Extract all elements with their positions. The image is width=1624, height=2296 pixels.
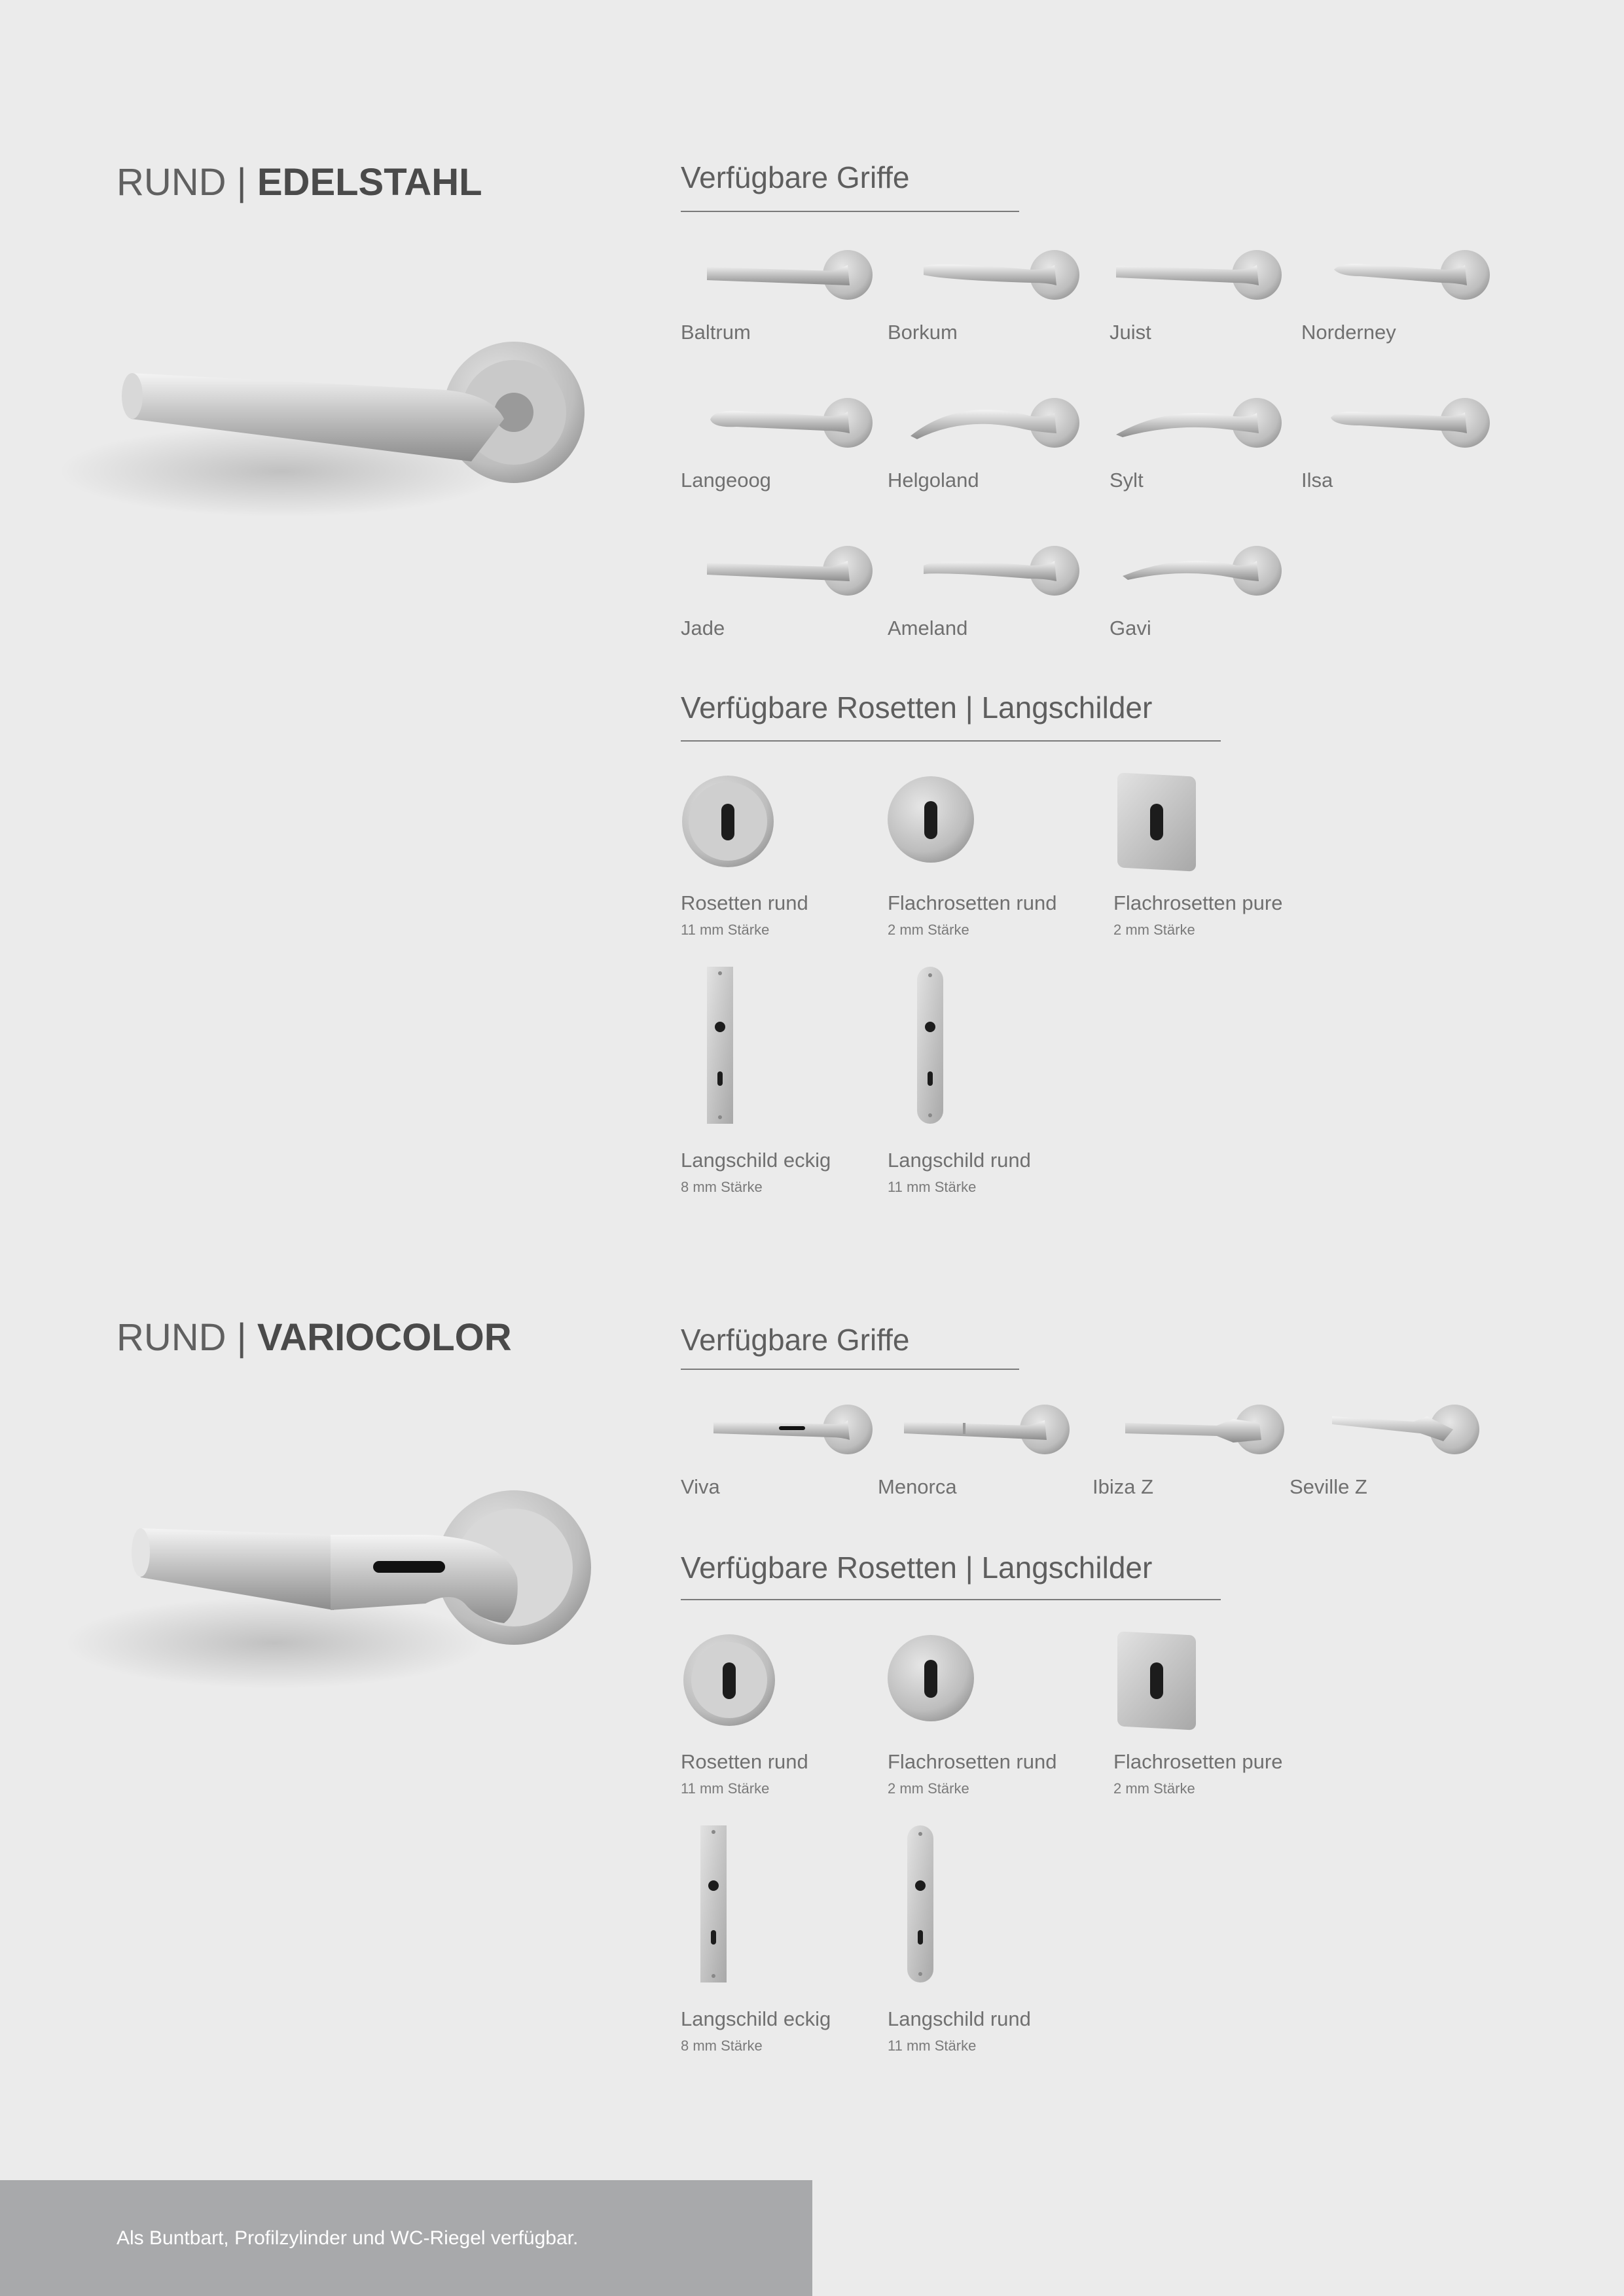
griff-label: Juist <box>1110 321 1151 344</box>
langschild-spec: 11 mm Stärke <box>888 1179 977 1195</box>
rosette-spec: 2 mm Stärke <box>1113 1780 1195 1797</box>
rosette-label: Flachrosetten pure <box>1113 891 1283 914</box>
title-separator: | <box>236 161 247 204</box>
section-title-variocolor <box>117 1316 512 1359</box>
handle-icon <box>907 538 1084 610</box>
handle-icon <box>1119 1397 1295 1469</box>
handle-icon <box>707 390 884 462</box>
flat-rosette-pure-icon <box>1113 1631 1212 1729</box>
rosetten-rule <box>681 740 1221 742</box>
flat-rosette-pure-icon <box>1113 772 1212 870</box>
rosette-round-icon <box>681 1631 779 1729</box>
langschild-label: Langschild rund <box>888 1149 1031 1172</box>
handle-icon <box>1110 390 1286 462</box>
griff-label: Seville Z <box>1290 1475 1367 1498</box>
handle-icon <box>700 538 877 610</box>
langschild-label: Langschild eckig <box>681 2007 831 2030</box>
griffe-rule <box>681 211 1019 212</box>
rosetten-heading: Verfügbare Rosetten | Langschilder <box>681 1551 1153 1585</box>
handle-icon <box>1329 1397 1506 1469</box>
hero-handle-edelstahl-image <box>46 321 596 537</box>
hero-handle-variocolor-image <box>59 1479 596 1715</box>
handle-icon <box>907 390 1084 462</box>
handle-icon <box>1110 242 1286 314</box>
title-bold: EDELSTAHL <box>257 161 482 204</box>
langschild-label: Langschild eckig <box>681 1149 831 1172</box>
griff-label: Norderney <box>1301 321 1396 344</box>
langschild-spec: 8 mm Stärke <box>681 2037 763 2054</box>
rosetten-heading: Verfügbare Rosetten | Langschilder <box>681 691 1153 725</box>
rosette-label: Rosetten rund <box>681 1750 808 1773</box>
rosette-label: Flachrosetten rund <box>888 1750 1057 1773</box>
title-bold: VARIOCOLOR <box>257 1316 512 1359</box>
backplate-square-icon <box>697 1822 736 1986</box>
handle-icon <box>707 1397 884 1469</box>
griff-label: Menorca <box>878 1475 957 1498</box>
footer-bar <box>0 2180 812 2296</box>
griff-label: Viva <box>681 1475 720 1498</box>
handle-icon <box>1327 390 1504 462</box>
handle-icon <box>1327 242 1504 314</box>
rosette-spec: 2 mm Stärke <box>888 922 969 938</box>
backplate-round-icon <box>904 1822 943 1986</box>
footer-text: Als Buntbart, Profilzylinder und WC-Riegel verfügbar. <box>117 2227 579 2249</box>
title-light: RUND <box>117 161 226 204</box>
griff-label: Langeoog <box>681 469 771 492</box>
griffe-heading: Verfügbare Griffe <box>681 1323 910 1357</box>
rosette-spec: 11 mm Stärke <box>681 1780 770 1797</box>
griff-label: Sylt <box>1110 469 1144 492</box>
backplate-square-icon <box>704 963 743 1127</box>
griff-label: Ilsa <box>1301 469 1333 492</box>
backplate-round-icon <box>914 963 953 1127</box>
griffe-rule <box>681 1369 1019 1370</box>
langschild-label: Langschild rund <box>888 2007 1031 2030</box>
griff-label: Borkum <box>888 321 958 344</box>
flat-rosette-round-icon <box>888 772 986 870</box>
rosette-label: Flachrosetten pure <box>1113 1750 1283 1773</box>
griffe-heading: Verfügbare Griffe <box>681 160 910 194</box>
rosette-label: Flachrosetten rund <box>888 891 1057 914</box>
rosette-spec: 2 mm Stärke <box>1113 922 1195 938</box>
griff-label: Helgoland <box>888 469 979 492</box>
griff-label: Ibiza Z <box>1092 1475 1154 1498</box>
griff-label: Gavi <box>1110 617 1151 639</box>
section-title-edelstahl <box>117 160 482 204</box>
langschild-spec: 8 mm Stärke <box>681 1179 763 1195</box>
rosette-round-icon <box>681 772 779 870</box>
title-separator: | <box>236 1316 247 1359</box>
langschild-spec: 11 mm Stärke <box>888 2037 977 2054</box>
handle-icon <box>907 242 1084 314</box>
handle-icon <box>1110 538 1286 610</box>
handle-icon <box>897 1397 1074 1469</box>
griff-label: Baltrum <box>681 321 751 344</box>
rosetten-rule <box>681 1599 1221 1600</box>
flat-rosette-round-icon <box>888 1631 986 1729</box>
rosette-label: Rosetten rund <box>681 891 808 914</box>
griff-label: Jade <box>681 617 725 639</box>
rosette-spec: 2 mm Stärke <box>888 1780 969 1797</box>
rosette-spec: 11 mm Stärke <box>681 922 770 938</box>
title-light: RUND <box>117 1316 226 1359</box>
handle-icon <box>700 242 877 314</box>
griff-label: Ameland <box>888 617 968 639</box>
